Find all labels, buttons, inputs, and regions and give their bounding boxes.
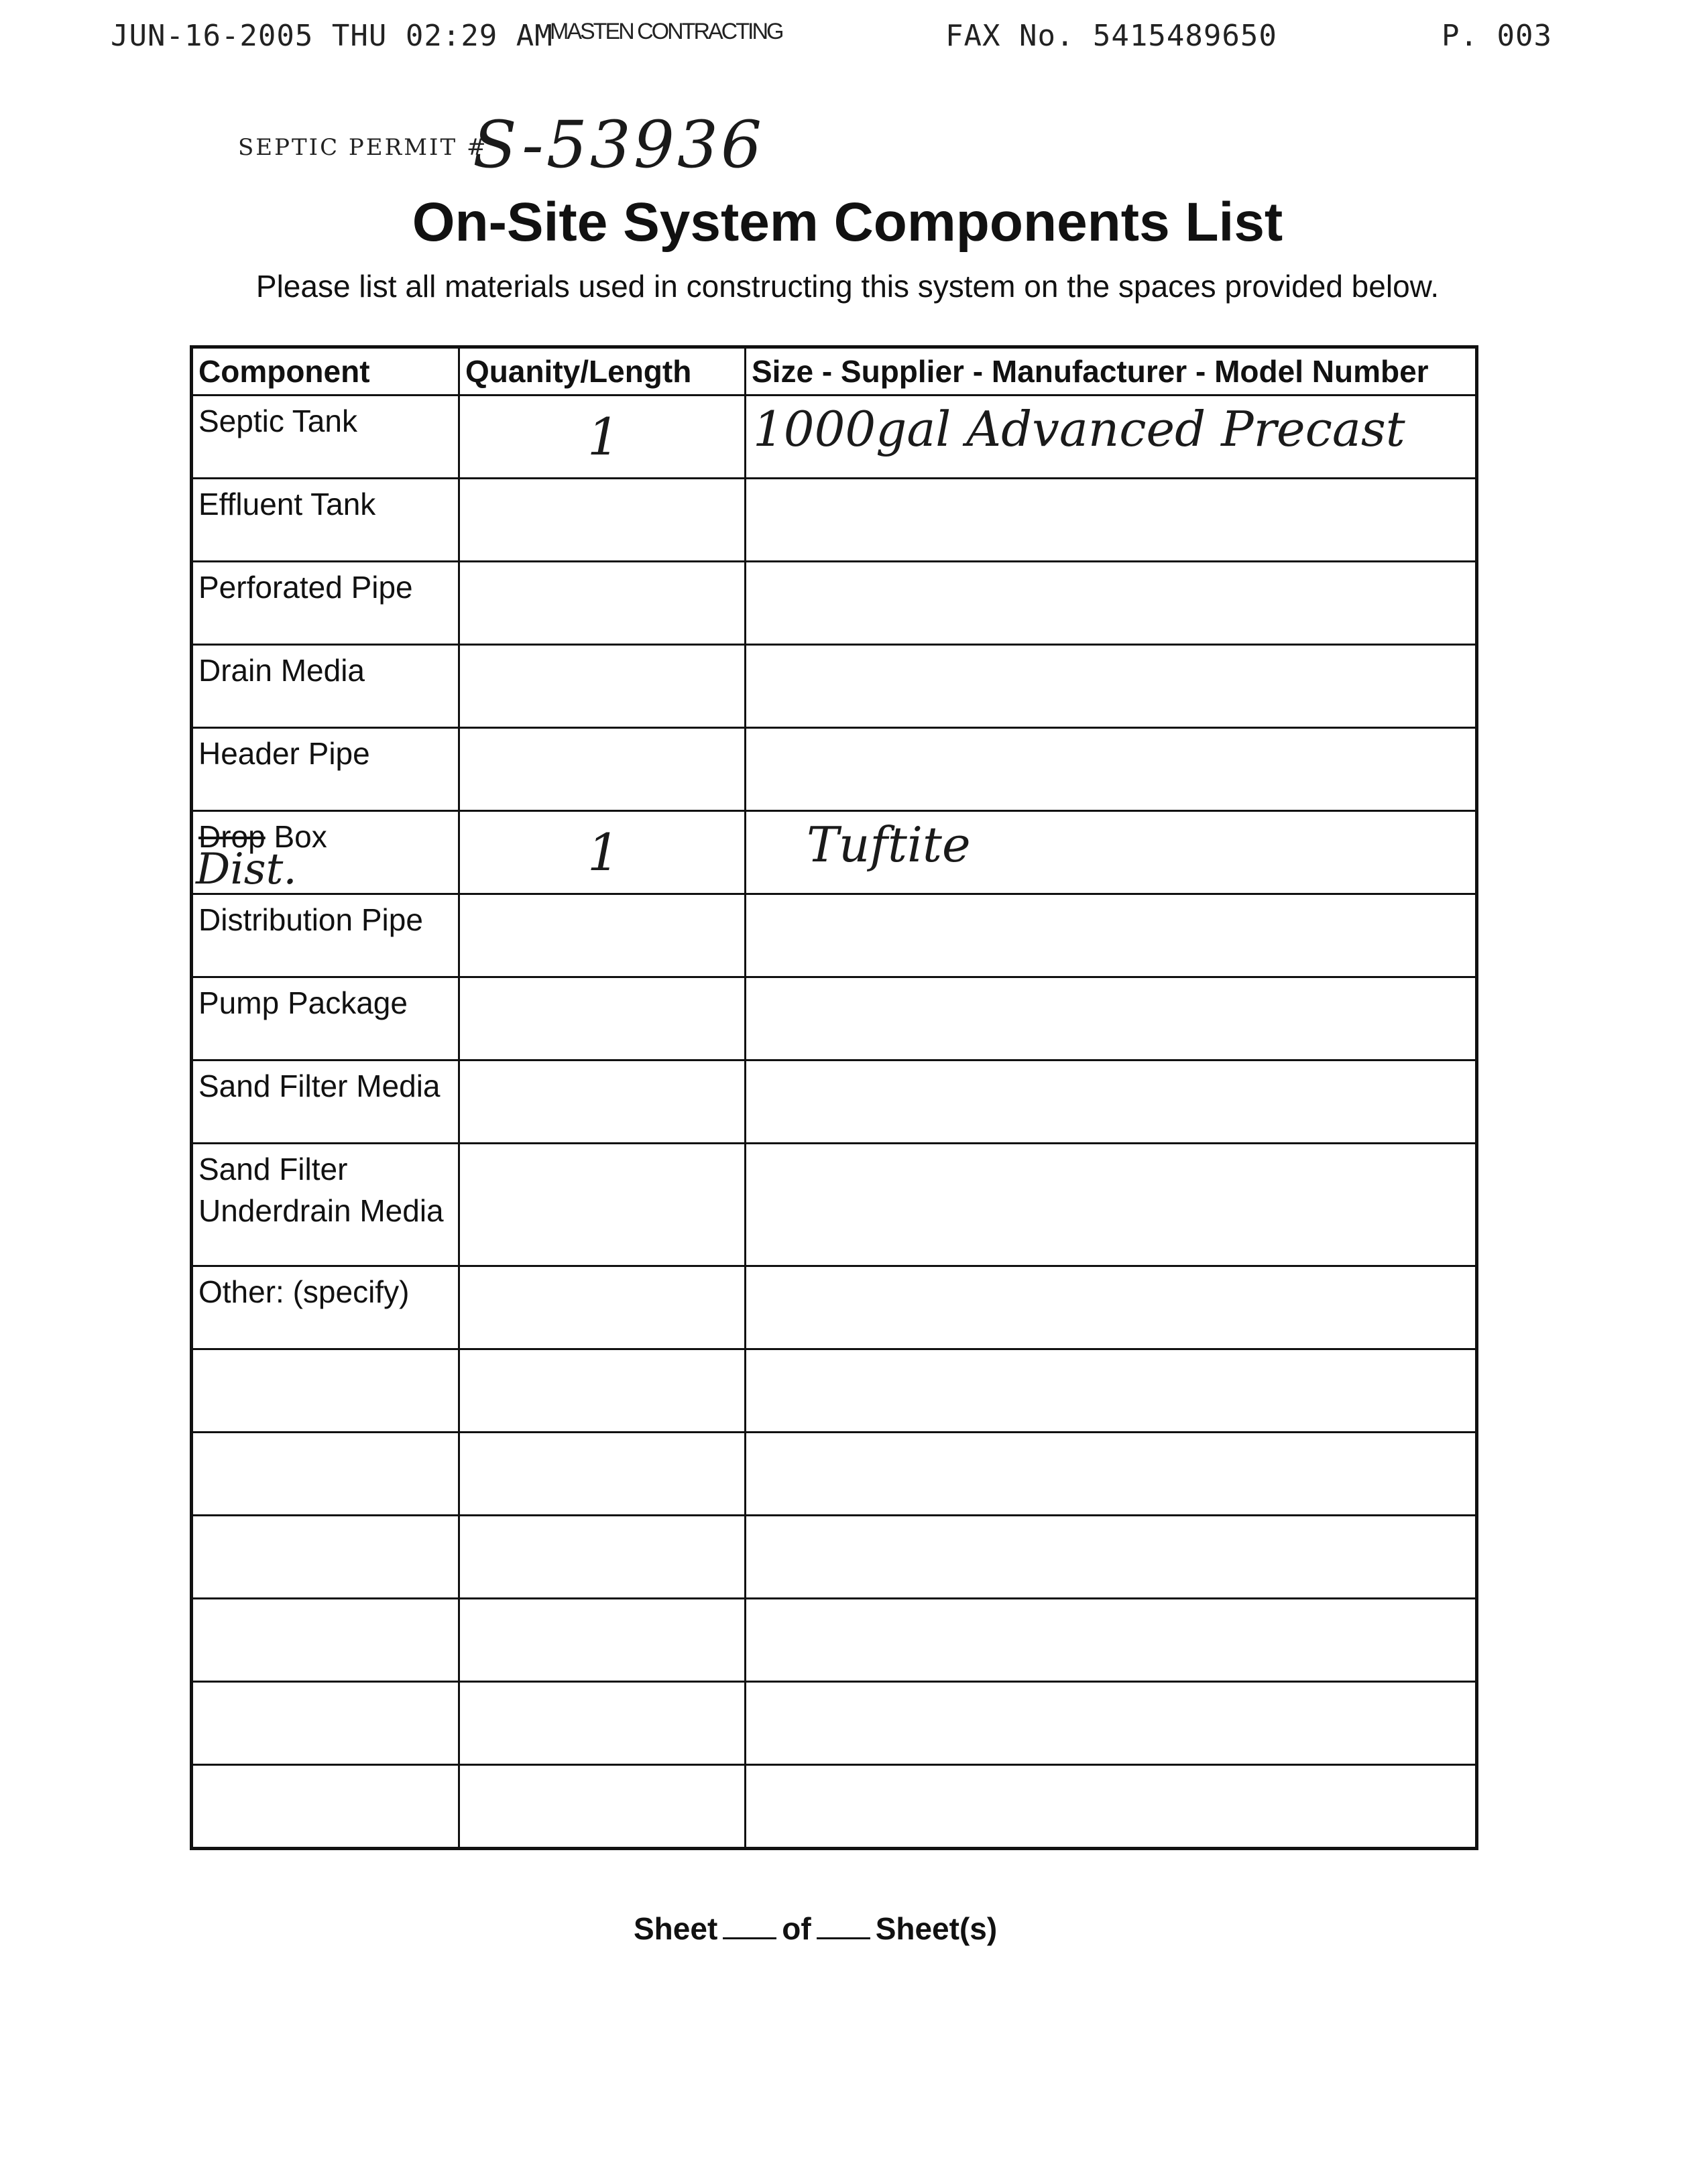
size-cell[interactable] bbox=[744, 1267, 1475, 1348]
size-cell[interactable] bbox=[744, 812, 1475, 893]
component-label-struck: Drop bbox=[198, 819, 266, 854]
size-cell[interactable] bbox=[744, 479, 1475, 560]
component-label: Septic Tank bbox=[198, 404, 357, 438]
fax-number: FAX No. 5415489650 bbox=[945, 19, 1277, 53]
table-row-blank bbox=[193, 1348, 1475, 1431]
header-component: Component bbox=[198, 354, 370, 389]
component-cell bbox=[193, 729, 458, 810]
size-cell[interactable] bbox=[744, 646, 1475, 727]
component-label: Sand Filter Media bbox=[198, 1069, 441, 1103]
component-label: Perforated Pipe bbox=[198, 570, 413, 605]
fax-date-time: JUN-16-2005 THU 02:29 AM bbox=[111, 19, 553, 53]
of-label: of bbox=[782, 1911, 811, 1946]
size-cell[interactable] bbox=[744, 562, 1475, 644]
component-label: Drain Media bbox=[198, 653, 365, 688]
component-label: Sand Filter bbox=[198, 1152, 348, 1187]
component-cell bbox=[193, 396, 458, 477]
quantity-cell[interactable] bbox=[458, 479, 744, 560]
sheet-total-blank[interactable] bbox=[817, 1910, 870, 1939]
quantity-cell[interactable] bbox=[458, 895, 744, 976]
sheet-number-blank[interactable] bbox=[723, 1910, 776, 1939]
size-cell[interactable] bbox=[744, 1599, 1475, 1681]
table-row bbox=[193, 394, 1475, 477]
size-cell[interactable] bbox=[744, 1144, 1475, 1265]
component-cell[interactable] bbox=[193, 1766, 458, 1847]
table-row-blank bbox=[193, 1764, 1475, 1847]
table-row bbox=[193, 893, 1475, 976]
component-cell bbox=[193, 562, 458, 644]
size-cell[interactable] bbox=[744, 1350, 1475, 1431]
component-label-rest: Box bbox=[274, 819, 327, 854]
table-row bbox=[193, 976, 1475, 1059]
size-cell[interactable] bbox=[744, 396, 1475, 477]
component-cell[interactable] bbox=[193, 1516, 458, 1597]
quantity-cell[interactable] bbox=[458, 1350, 744, 1431]
size-value: Tuftite bbox=[807, 816, 971, 873]
sheet-label: Sheet bbox=[634, 1911, 718, 1946]
component-label: Other: (specify) bbox=[198, 1274, 410, 1309]
size-cell[interactable] bbox=[744, 978, 1475, 1059]
size-cell[interactable] bbox=[744, 1516, 1475, 1597]
component-label: Header Pipe bbox=[198, 736, 370, 771]
permit-label: SEPTIC PERMIT # bbox=[238, 134, 488, 161]
component-cell[interactable] bbox=[193, 1433, 458, 1514]
quantity-cell[interactable] bbox=[458, 1267, 744, 1348]
table-row bbox=[193, 1265, 1475, 1348]
quantity-cell[interactable] bbox=[458, 1061, 744, 1142]
table-row bbox=[193, 644, 1475, 727]
sheet-count-footer bbox=[634, 1910, 997, 1947]
size-cell[interactable] bbox=[744, 1766, 1475, 1847]
permit-line bbox=[238, 107, 909, 194]
table-row bbox=[193, 810, 1475, 893]
quantity-cell[interactable] bbox=[458, 562, 744, 644]
size-cell[interactable] bbox=[744, 895, 1475, 976]
sheets-label: Sheet(s) bbox=[875, 1911, 998, 1946]
permit-number-handwritten: S-53936 bbox=[473, 107, 765, 182]
table-row bbox=[193, 1142, 1475, 1265]
table-row bbox=[193, 477, 1475, 560]
component-cell bbox=[193, 1061, 458, 1142]
quantity-value: 1 bbox=[587, 823, 620, 882]
size-cell[interactable] bbox=[744, 1061, 1475, 1142]
size-cell[interactable] bbox=[744, 1433, 1475, 1514]
size-cell[interactable] bbox=[744, 1683, 1475, 1764]
component-cell bbox=[193, 646, 458, 727]
quantity-value: 1 bbox=[587, 407, 620, 467]
fax-page-number: P. 003 bbox=[1442, 19, 1552, 53]
component-cell bbox=[193, 895, 458, 976]
size-cell[interactable] bbox=[744, 729, 1475, 810]
component-label: Effluent Tank bbox=[198, 487, 376, 522]
quantity-cell[interactable] bbox=[458, 646, 744, 727]
component-cell[interactable] bbox=[193, 1683, 458, 1764]
quantity-cell[interactable] bbox=[458, 812, 744, 893]
table-header-row bbox=[193, 349, 1475, 394]
component-label-line2: Underdrain Media bbox=[198, 1193, 444, 1228]
table-row bbox=[193, 727, 1475, 810]
fax-sender-company: MASTEN CONTRACTING bbox=[550, 19, 782, 44]
table-row bbox=[193, 1059, 1475, 1142]
quantity-cell[interactable] bbox=[458, 1144, 744, 1265]
quantity-cell[interactable] bbox=[458, 978, 744, 1059]
page-title: On-Site System Components List bbox=[412, 192, 1283, 253]
table-row bbox=[193, 560, 1475, 644]
table-row-blank bbox=[193, 1597, 1475, 1681]
quantity-cell[interactable] bbox=[458, 1433, 744, 1514]
component-cell[interactable] bbox=[193, 1350, 458, 1431]
header-quantity: Quanity/Length bbox=[458, 349, 744, 394]
component-label: Pump Package bbox=[198, 985, 408, 1020]
size-value: 1000gal Advanced Precast bbox=[753, 401, 1405, 457]
quantity-cell[interactable] bbox=[458, 1766, 744, 1847]
quantity-cell[interactable] bbox=[458, 729, 744, 810]
component-handwritten-note: Dist. bbox=[196, 845, 297, 894]
table-row-blank bbox=[193, 1681, 1475, 1764]
quantity-cell[interactable] bbox=[458, 1599, 744, 1681]
components-table bbox=[190, 345, 1478, 1850]
component-cell bbox=[193, 812, 458, 893]
component-cell bbox=[193, 1267, 458, 1348]
component-label: Distribution Pipe bbox=[198, 902, 423, 937]
quantity-cell[interactable] bbox=[458, 1516, 744, 1597]
table-row-blank bbox=[193, 1431, 1475, 1514]
component-cell bbox=[193, 978, 458, 1059]
quantity-cell[interactable] bbox=[458, 396, 744, 477]
component-cell bbox=[193, 479, 458, 560]
component-cell bbox=[193, 1144, 458, 1265]
table-row-blank bbox=[193, 1514, 1475, 1597]
fax-header bbox=[0, 19, 1695, 59]
header-size-supplier: Size - Supplier - Manufacturer - Model Number bbox=[744, 349, 1475, 394]
page-subtitle: Please list all materials used in constructing this system on the spaces provided below. bbox=[255, 269, 1440, 304]
component-cell[interactable] bbox=[193, 1599, 458, 1681]
quantity-cell[interactable] bbox=[458, 1683, 744, 1764]
